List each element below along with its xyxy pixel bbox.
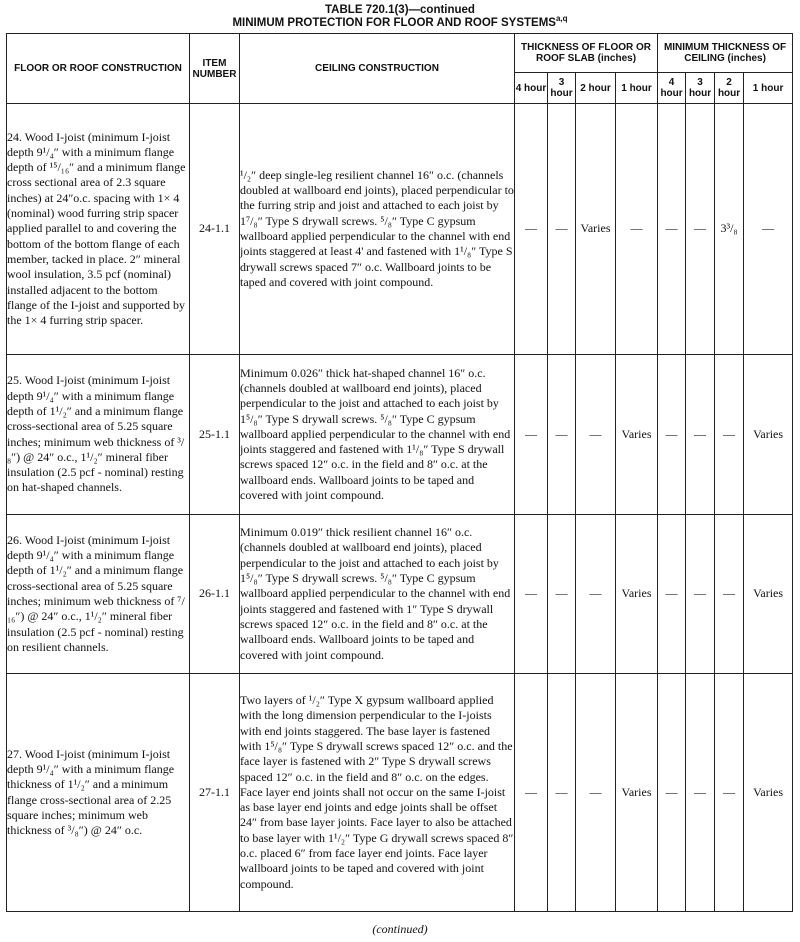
value-cell: Varies (744, 674, 793, 912)
ceiling-construction-cell: ¹/₂″ deep single-leg resilient channel 16″ o.c. (channels doubled at wallboard end joints), placed perpendicular to the furring strip and joist and attached to each joist by 1⁷/₈″ Type S drywall screws. ⁵/₈″ Type C gypsum wallboard applied perpendicular to the channel with end joints staggered at least 4' and fastened with 1¹/₈″ Type S drywall screws spaced 7″ o.c. Wallboard joints to be taped and covered with joint compound. (240, 104, 515, 355)
item-number-cell: 26-1.1 (190, 515, 240, 674)
table-title-line-1: TABLE 720.1(3)—continued (325, 4, 475, 16)
value-cell: — (616, 104, 658, 355)
value-cell: — (548, 355, 576, 515)
table-title-text: MINIMUM PROTECTION FOR FLOOR AND ROOF SYSTEMS (232, 17, 556, 29)
hour-header: 2 hour (576, 73, 616, 104)
ceiling-thickness-header: MINIMUM THICKNESS OF CEILING (inches) (658, 34, 793, 73)
value-cell: — (548, 674, 576, 912)
ceiling-construction-cell: Two layers of ¹/₂″ Type X gypsum wallboard applied with the long dimension perpendicular to the I-joists with end joints staggered. The base layer is fastened with 1⁵/₈″ Type S drywall screws spaced 12″ o.c. and the face layer is fastened with 2″ Type S drywall screws spaced 12″ o.c. in the field and 8″ o.c. on the edges. Face layer end joints shall not occur on the same I-joist as base layer end joints and edge joints shall be offset 24″ from base layer joints. Face layer to also be attached to base layer with 1¹/₂″ Type G drywall screws spaced 8″ o.c. placed 6″ from face layer end joints. Face layer wallboard joints to be taped and covered with joint compound. (240, 674, 515, 912)
value-cell: — (715, 674, 744, 912)
value-cell: Varies (616, 674, 658, 912)
hour-header: 4 hour (658, 73, 686, 104)
value-cell: — (576, 355, 616, 515)
table-row (7, 104, 793, 355)
value-cell: Varies (616, 355, 658, 515)
table-row (7, 355, 793, 515)
floor-construction-cell: 27. Wood I-joist (minimum I-joist depth 9¹/₄″ with a minimum flange thickness of 1¹/₂″ and a minimum flange cross-sectional area of 2.25 square inches; minimum web thickness of ³/₈″) @ 24″ o.c. (7, 674, 190, 912)
slab-thickness-header: THICKNESS OF FLOOR OR ROOF SLAB (inches) (515, 34, 658, 73)
table-title-footnote-ref: a,q (555, 14, 568, 24)
continued-note: (continued) (372, 922, 428, 936)
value-cell: — (658, 355, 686, 515)
value-cell: 3³/₈ (715, 104, 744, 355)
table-title-line-2 (0, 14, 800, 30)
value-cell: — (744, 104, 793, 355)
hour-header: 2 hour (715, 73, 744, 104)
value-cell: — (576, 674, 616, 912)
value-cell: — (686, 674, 715, 912)
value-cell: — (515, 515, 548, 674)
header-row-groups (7, 34, 793, 73)
value-cell: — (686, 515, 715, 674)
table-row (7, 515, 793, 674)
item-number-cell: 24-1.1 (190, 104, 240, 355)
item-number-cell: 25-1.1 (190, 355, 240, 515)
value-cell: — (686, 355, 715, 515)
value-cell: Varies (616, 515, 658, 674)
hour-header: 3 hour (686, 73, 715, 104)
item-number-cell: 27-1.1 (190, 674, 240, 912)
floor-construction-cell: 24. Wood I-joist (minimum I-joist depth 9¹/₄″ with a minimum flange depth of ¹⁵/₁₆″ and a minimum flange cross sectional area of 2.3 square inches) at 24″o.c. spacing with 1× 4 (nominal) wood furring strip spacer applied parallel to and covering the bottom of the bottom flange of each member, tacked in place. 2″ mineral wool insulation, 3.5 pcf (nominal) installed adjacent to the bottom flange of the I-joist and supported by the 1× 4 furring strip spacer. (7, 104, 190, 355)
value-cell: — (658, 674, 686, 912)
value-cell: — (515, 355, 548, 515)
value-cell: — (576, 515, 616, 674)
value-cell: — (515, 104, 548, 355)
value-cell: Varies (744, 355, 793, 515)
ceiling-construction-cell: Minimum 0.026″ thick hat-shaped channel 16″ o.c. (channels doubled at wallboard end joints), placed perpendicular to the joist and attached to each joist by 1⁵/₈″ Type S drywall screws. ⁵/₈″ Type C gypsum wallboard applied perpendicular to the channel with end joints staggered and fastened with 1¹/₈″ Type S drywall screws spaced 12″ o.c. in the field and 8″ o.c. at the wallboard ends. Wallboard joints to be taped and covered with joint compound. (240, 355, 515, 515)
hour-header: 1 hour (616, 73, 658, 104)
floor-construction-header: FLOOR OR ROOF CONSTRUCTION (7, 34, 190, 104)
value-cell: Varies (744, 515, 793, 674)
value-cell: — (548, 515, 576, 674)
value-cell: Varies (576, 104, 616, 355)
value-cell: — (548, 104, 576, 355)
ceiling-construction-cell: Minimum 0.019″ thick resilient channel 16″ o.c. (channels doubled at wallboard end joints), placed perpendicular to the joist and attached to each joist by 1⁵/₈″ Type S drywall screws. ⁵/₈″ Type C gypsum wallboard applied perpendicular to the channel with end joints staggered and fastened with 1″ Type S drywall screws spaced 12″ o.c. in the field and 8″ o.c. at the wallboard ends. Wallboard joints to be taped and covered with joint compound. (240, 515, 515, 674)
floor-construction-cell: 26. Wood I-joist (minimum I-joist depth 9¹/₄″ with a minimum flange depth of 1¹/₂″ and a minimum flange cross-sectional area of 5.25 square inches; minimum web thickness of ⁷/₁₆″) @ 24″ o.c., 1¹/₂″ mineral fiber insulation (2.5 pcf - nominal) resting on resilient channels. (7, 515, 190, 674)
table-title (0, 0, 800, 32)
hour-header: 3 hour (548, 73, 576, 104)
value-cell: — (658, 104, 686, 355)
value-cell: — (686, 104, 715, 355)
hour-header: 4 hour (515, 73, 548, 104)
protection-table (6, 33, 793, 912)
hour-header: 1 hour (744, 73, 793, 104)
value-cell: — (658, 515, 686, 674)
ceiling-construction-header: CEILING CONSTRUCTION (240, 34, 515, 104)
value-cell: — (515, 674, 548, 912)
value-cell: — (715, 355, 744, 515)
value-cell: — (715, 515, 744, 674)
floor-construction-cell: 25. Wood I-joist (minimum I-joist depth 9¹/₄″ with a minimum flange depth of 1¹/₂″ and a minimum flange cross-sectional area of 5.25 square inches; minimum web thickness of ³/₈″) @ 24″ o.c., 1¹/₂″ mineral fiber insulation (2.5 pcf - nominal) resting on hat-shaped channels. (7, 355, 190, 515)
table-row (7, 674, 793, 912)
item-number-header: ITEM NUMBER (190, 34, 240, 104)
